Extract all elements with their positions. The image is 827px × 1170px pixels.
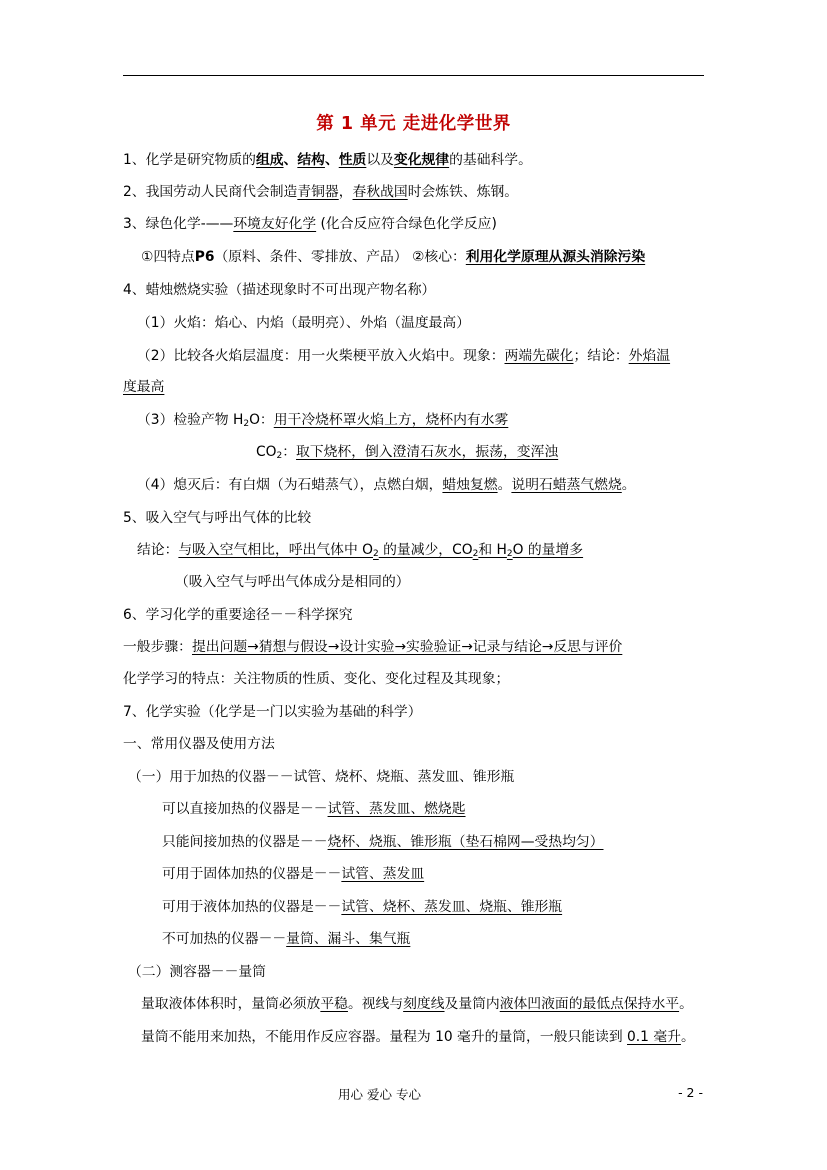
underlined-text: 量筒、漏斗、集气瓶 xyxy=(286,931,411,947)
underlined-text: 0.1 毫升 xyxy=(627,1029,681,1045)
page-number: - 2 - xyxy=(678,1085,703,1100)
text-line xyxy=(137,475,636,495)
text-segment: （2）比较各火焰层温度：用一火柴梗平放入火焰中。现象： xyxy=(137,348,505,364)
underlined-text: 取下烧杯，倒入澄清石灰水，振荡，变浑浊 xyxy=(296,444,559,460)
text-line xyxy=(123,214,497,234)
text-line xyxy=(141,994,693,1014)
text-line xyxy=(123,150,532,170)
text-line xyxy=(123,377,164,397)
underlined-text: 外焰温 xyxy=(628,348,671,364)
underlined-text: 与吸入空气相比，呼出气体中 O xyxy=(178,542,373,558)
text-line xyxy=(137,540,583,560)
header-rule xyxy=(123,75,704,76)
text-line xyxy=(128,962,266,982)
page-title: 第 1 单元 走进化学世界 xyxy=(316,114,511,134)
text-line xyxy=(175,572,410,592)
text-segment: 7、化学实验（化学是一门以实验为基础的科学） xyxy=(123,704,422,720)
text-segment: ；结论： xyxy=(573,348,629,364)
underlined-text: 平稳 xyxy=(320,996,348,1012)
text-line xyxy=(123,637,622,657)
text-segment: (化合反应符合绿色化学反应) xyxy=(316,216,497,232)
text-line xyxy=(162,897,562,917)
underlined-text: O 的量增多 xyxy=(512,542,584,558)
underlined-text: 提出问题→猜想与假设→设计实验→实验验证→记录与结论→反思与评价 xyxy=(191,639,623,655)
text-segment: 结论： xyxy=(137,542,179,558)
text-line xyxy=(123,182,518,202)
underlined-text: 的量减少，CO xyxy=(378,542,473,558)
text-segment: （4）熄灭后：有白烟（为石蜡蒸气），点燃白烟， xyxy=(137,477,443,493)
text-line xyxy=(123,280,435,300)
text-segment: （3）检验产物 H xyxy=(137,412,244,428)
underlined-text: 试管、蒸发皿、燃烧匙 xyxy=(327,801,466,817)
underlined-text: 结构 xyxy=(297,152,325,168)
underlined-text: 液体凹液面的最低点保持水平 xyxy=(499,996,680,1012)
text-line xyxy=(123,508,311,528)
text-segment: 以及 xyxy=(366,152,394,168)
text-segment: 一、常用仪器及使用方法 xyxy=(123,736,275,752)
text-segment: 。 xyxy=(680,1029,695,1045)
text-line xyxy=(137,346,670,366)
text-segment: 6、学习化学的重要途径－－科学探究 xyxy=(123,607,353,623)
text-segment: 可以直接加热的仪器是－－ xyxy=(162,801,328,817)
underlined-text: 春秋战国 xyxy=(352,184,408,200)
underlined-text: 变化规律 xyxy=(393,152,450,168)
underlined-text: 2 xyxy=(506,549,513,559)
text-segment: 、 xyxy=(324,152,339,168)
text-segment: 2 xyxy=(276,451,283,461)
text-segment: （1）火焰：焰心、内焰（最明亮）、外焰（温度最高） xyxy=(137,315,471,331)
underlined-text: 两端先碳化 xyxy=(504,348,574,364)
text-segment: （一）用于加热的仪器－－试管、烧杯、烧瓶、蒸发皿、锥形瓶 xyxy=(128,769,515,785)
text-line xyxy=(256,442,558,462)
underlined-text: 环境友好化学 xyxy=(233,216,317,232)
text-line xyxy=(162,864,424,884)
text-line xyxy=(141,247,645,267)
underlined-text: 2 xyxy=(373,549,379,559)
text-segment: 4、蜡烛燃烧实验（描述现象时不可出现产物名称） xyxy=(123,282,436,298)
text-segment: 。 xyxy=(497,477,512,493)
text-segment: 1、化学是研究物质的 xyxy=(123,152,256,168)
text-segment: CO xyxy=(256,444,277,460)
text-line xyxy=(123,702,422,722)
text-segment: 量取液体体积时，量筒必须放 xyxy=(141,996,321,1012)
text-segment: （吸入空气与呼出气体成分是相同的） xyxy=(175,574,410,590)
text-segment: （二）测容器－－量筒 xyxy=(128,964,266,980)
text-line xyxy=(137,313,470,333)
text-line xyxy=(128,767,514,787)
underlined-text: 和 H xyxy=(478,542,507,558)
text-line xyxy=(137,410,508,430)
underlined-text: 利用化学原理从源头消除污染 xyxy=(465,249,646,265)
text-segment: 化学学习的特点：关注物质的性质、变化、变化过程及其现象； xyxy=(123,671,510,687)
text-line xyxy=(123,669,509,689)
text-segment: O： xyxy=(249,412,274,428)
underlined-text: 度最高 xyxy=(123,379,165,395)
text-segment: 时会炼铁、炼钢。 xyxy=(407,184,519,200)
text-segment: 的基础科学。 xyxy=(449,152,532,168)
text-segment: 5、吸入空气与呼出气体的比较 xyxy=(123,510,312,526)
text-line xyxy=(162,832,604,852)
text-segment: 及量筒内 xyxy=(444,996,500,1012)
underlined-text: 用干冷烧杯罩火焰上方，烧杯内有水雾 xyxy=(273,412,509,428)
text-segment: 。 xyxy=(621,477,636,493)
underlined-text: 2 xyxy=(472,549,479,559)
text-segment: 2 xyxy=(243,419,250,429)
text-segment: （原料、条件、零排放、产品） ②核心： xyxy=(214,249,466,265)
footer-motto: 用心 爱心 专心 xyxy=(338,1087,421,1102)
text-segment: P6 xyxy=(194,249,215,265)
text-line xyxy=(123,605,353,625)
text-line xyxy=(123,734,275,754)
text-segment: 一般步骤： xyxy=(123,639,192,655)
text-segment: ①四特点 xyxy=(141,249,195,265)
text-segment: 3、绿色化学-—— xyxy=(123,216,234,232)
text-segment: ， xyxy=(338,184,353,200)
text-segment: 不可加热的仪器－－ xyxy=(162,931,287,947)
underlined-text: 组成 xyxy=(255,152,284,168)
underlined-text: 刻度线 xyxy=(403,996,445,1012)
text-segment: 2、我国劳动人民商代会制造 xyxy=(123,184,298,200)
underlined-text: 说明石蜡蒸气燃烧 xyxy=(511,477,622,493)
text-segment: 量筒不能用来加热，不能用作反应容器。量程为 10 毫升的量筒，一般只能读到 xyxy=(141,1029,628,1045)
text-segment: 可用于液体加热的仪器是－－ xyxy=(162,899,342,915)
text-line xyxy=(162,929,410,949)
underlined-text: 性质 xyxy=(338,152,367,168)
underlined-text: 蜡烛复燃 xyxy=(442,477,498,493)
text-segment: 只能间接加热的仪器是－－ xyxy=(162,834,328,850)
text-line xyxy=(141,1027,695,1047)
text-segment: 。视线与 xyxy=(347,996,404,1012)
text-segment: 。 xyxy=(679,996,693,1012)
text-segment: 可用于固体加热的仪器是－－ xyxy=(162,866,342,882)
text-segment: 、 xyxy=(283,152,298,168)
underlined-text: 试管、蒸发皿 xyxy=(341,866,425,882)
text-line xyxy=(162,799,466,819)
underlined-text: 烧杯、烧瓶、锥形瓶（垫石棉网—受热均匀） xyxy=(327,834,604,850)
underlined-text: 青铜器 xyxy=(297,184,339,200)
text-segment: ： xyxy=(282,444,297,460)
underlined-text: 试管、烧杯、蒸发皿、烧瓶、锥形瓶 xyxy=(341,899,563,915)
